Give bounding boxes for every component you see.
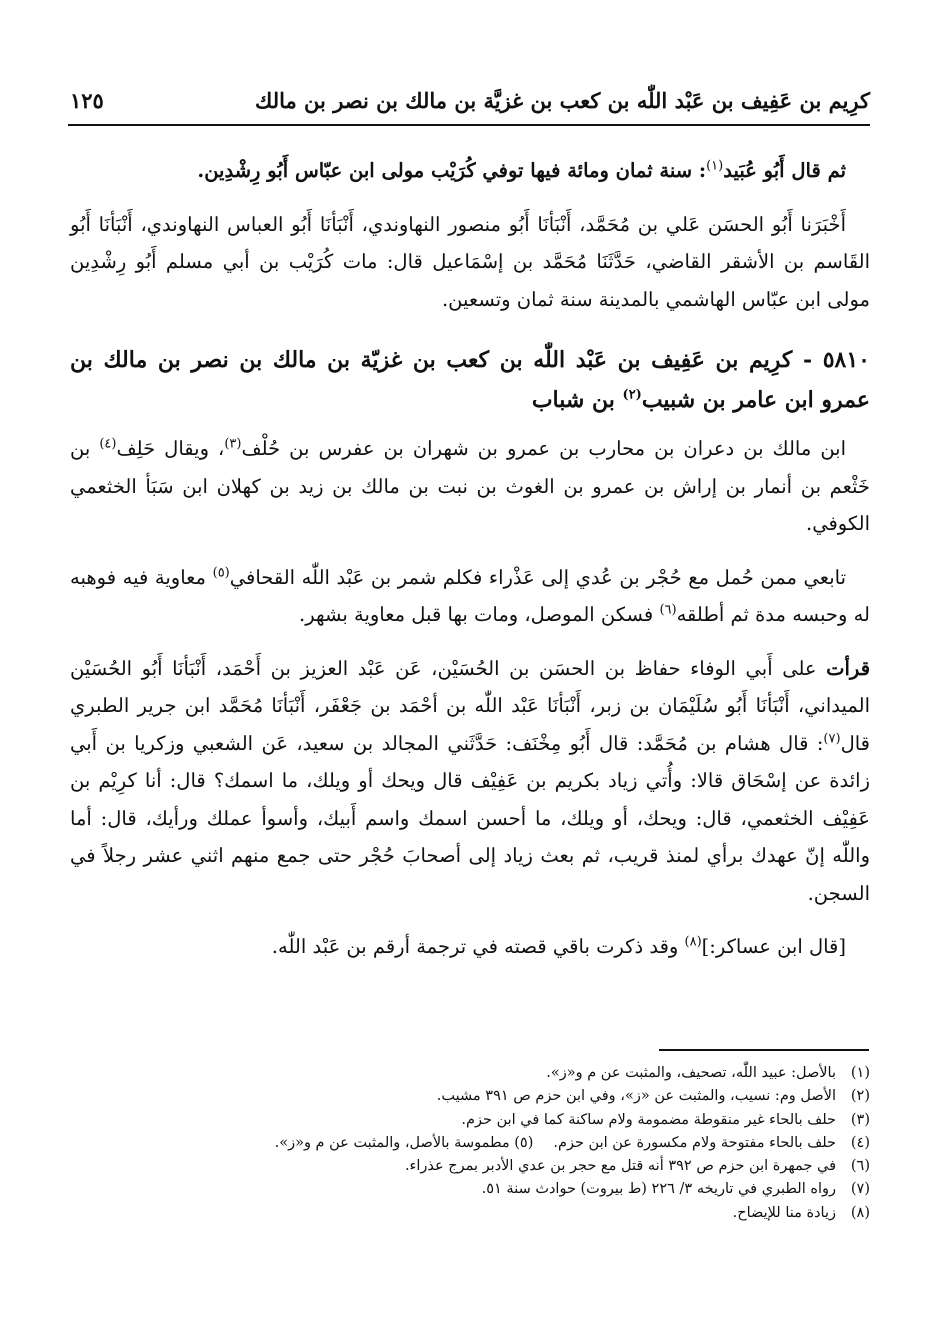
entry-title-tail: بن شباب xyxy=(531,387,615,413)
paragraph-6 xyxy=(70,928,870,966)
paragraph-6-text-a: [قال ابن عساكر:] xyxy=(701,935,846,958)
footnote-number: (١) xyxy=(850,1065,870,1081)
header-rule xyxy=(68,124,870,126)
paragraph-3-text-a: ابن مالك بن دعران بن محارب بن عمرو بن شهران بن عفرس بن حُلْف xyxy=(241,437,847,460)
footnote-text: بالأصل: عبيد اللّٰه، تصحيف، والمثبت عن م و«ز». xyxy=(546,1065,836,1081)
entry-title-text: - كرِيم بن عَفِيف بن عَبْد اللّٰه بن كعب بن غزيّة بن مالك بن نصر بن مالك بن عمرو ابن عامر بن شبيب xyxy=(70,347,870,413)
entry-number: ٥٨١٠ xyxy=(822,347,870,373)
paragraph-5-text-b: : قال هشام بن مُحَمَّد: قال أَبُو مِخْنَف: حَدَّثَني المجالد بن سعيد، عَن الشعبي وزكريا بن أَبي زائدة عن إسْحَاق قالا: وأُتي زياد بكريم بن عَفِيْف قال ويحك أو ويلك، ما اسمك؟ قال: أنا كرِيْم بن عَفِيْف الخثعمي، قال: ويحك، أو ويلك، ما أحسن اسمك واسم أَبيك، وأسوأ عملك ورأيك، قال: أما واللّٰه إنّ عهدك برأي لمنذ قريب، ثم بعث زياد إلى أصحابَ حُجْر حتى جمع منهم اثني عشر رجلاً في السجن. xyxy=(70,731,870,905)
footnote-text: الأصل وم: نسيب، والمثبت عن «ز»، وفي ابن حزم ص ٣٩١ مشيب. xyxy=(436,1088,836,1105)
footnote-4 xyxy=(70,1132,870,1155)
footnote-ref: (٥) xyxy=(212,565,230,580)
paragraph-4-text-c: فسكن الموصل، ومات بها قبل معاوية بشهر. xyxy=(299,603,654,626)
paragraph-6-text-b: وقد ذكرت باقي قصته في ترجمة أرقم بن عَبْد اللّٰه. xyxy=(271,935,679,958)
footnote-ref: (٦) xyxy=(659,602,677,618)
paragraph-4 xyxy=(70,559,870,634)
running-header xyxy=(70,88,870,118)
footnote-7 xyxy=(70,1178,870,1201)
footnote-ref: (٨) xyxy=(684,934,702,950)
paragraph-1-lead: ثم قال أَبُو عُبَيد xyxy=(723,159,846,182)
footnote-text: رواه الطبري في تاريخه ٣/ ٢٢٦ (ط بيروت) حوادث سنة ٥١. xyxy=(481,1181,836,1198)
paragraph-3-text-c: بن خَثْعم بن أنمار بن إراش بن عمرو بن الغوث بن نبت بن مالك بن زيد بن كهلان ابن سَبَأ الخثعمي الكوفي. xyxy=(70,437,870,535)
footnote-3 xyxy=(70,1109,870,1132)
paragraph-5-text-a: على أَبي الوفاء حفاظ بن الحسَن بن الحُسَيْن، عَن عَبْد العزيز بن أَحْمَد، أَنْبَأنَا أَبُو الحُسَيْن الميداني، أَنْبَأنَا أَبُو سُلَيْمَان بن زبر، أَنْبَأنَا عَبْد اللّٰه بن أحْمَد بن جَعْفَر، أَنْبَأنَا مُحَمَّد ابن جرير الطبري قال xyxy=(70,656,870,755)
footnote-2 xyxy=(70,1085,870,1108)
footnote-ref: (٣) xyxy=(224,436,242,452)
footnote-number: (٣) xyxy=(850,1111,870,1128)
running-title: كرِيم بن عَفِيف بن عَبْد اللّٰه بن كعب بن غزيَّة بن مالك بن نصر بن مالك xyxy=(255,88,870,113)
footnote-text: حلف بالحاء مفتوحة ولام مكسورة عن ابن حزم. xyxy=(553,1134,836,1151)
footnote-text: حلف بالحاء غير منقوطة مضمومة ولام ساكنة كما في ابن حزم. xyxy=(461,1111,836,1128)
footnote-ref: (٧) xyxy=(823,731,841,746)
footnote-ref: (١) xyxy=(706,158,724,174)
footnote-number: (٦) xyxy=(850,1158,870,1175)
footnote-1 xyxy=(70,1062,870,1085)
footnote-number: (٥) xyxy=(514,1134,534,1151)
paragraph-1 xyxy=(70,152,870,190)
footnote-8 xyxy=(70,1202,870,1225)
footnote-number: (٢) xyxy=(850,1088,870,1105)
paragraph-1-text: : سنة ثمان ومائة فيها توفي كُرَيْب مولى ابن عبّاس أَبُو رِشْدِين. xyxy=(197,159,707,182)
paragraph-4-text-a: تابعي ممن حُمل مع حُجْر بن عُدي إلى عَذْراء فكلم شمر بن عَبْد اللّٰه القحافي xyxy=(229,565,847,589)
footnote-ref: (٤) xyxy=(99,436,117,452)
paragraph-2: أَخْبَرَنا أَبُو الحسَن عَلي بن مُحَمَّد، أَنْبَأنَا أَبُو منصور النهاوندي، أَنْبَأنَا أَبُو العباس النهاوندي، أَنْبَأنَا أَبُو القَاسم بن الأشقر القاضي، حَدَّثَنَا مُحَمَّد بن إسْمَاعيل قال: مات كُرَيْب بن أبي مسلم أَبُو رِشْدِين مولى ابن عبّاس الهاشمي بالمدينة سنة ثمان وتسعين. xyxy=(70,212,870,311)
footnotes xyxy=(70,1062,870,1225)
page-number: ١٢٥ xyxy=(70,88,104,113)
footnote-6 xyxy=(70,1155,870,1178)
footnote-number: (٧) xyxy=(850,1181,870,1198)
footnote-number: (٨) xyxy=(850,1204,870,1221)
footnote-ref: (٢) xyxy=(622,387,642,403)
footnote-rule xyxy=(659,1049,869,1051)
footnote-text: في جمهرة ابن حزم ص ٣٩٢ أنه قتل مع حجر بن عدي الأدبر بمرج عذراء. xyxy=(404,1158,836,1175)
paragraph-3-text-b: ، ويقال حَلِف xyxy=(116,437,225,460)
footnote-text: زيادة منا للإيضاح. xyxy=(732,1204,836,1221)
paragraph-3 xyxy=(70,430,870,543)
paragraph-5 xyxy=(70,650,870,913)
entry-heading xyxy=(70,340,870,420)
footnote-number: (٤) xyxy=(850,1134,870,1151)
footnote-text: مطموسة بالأصل، والمثبت عن م و«ز». xyxy=(274,1134,510,1151)
paragraph-4-text-b: معاوية فيه فوهبه له وحبسه مدة ثم أطلقه xyxy=(70,565,870,626)
paragraph-5-lead: قرأت xyxy=(826,656,871,680)
main-text xyxy=(70,152,870,966)
